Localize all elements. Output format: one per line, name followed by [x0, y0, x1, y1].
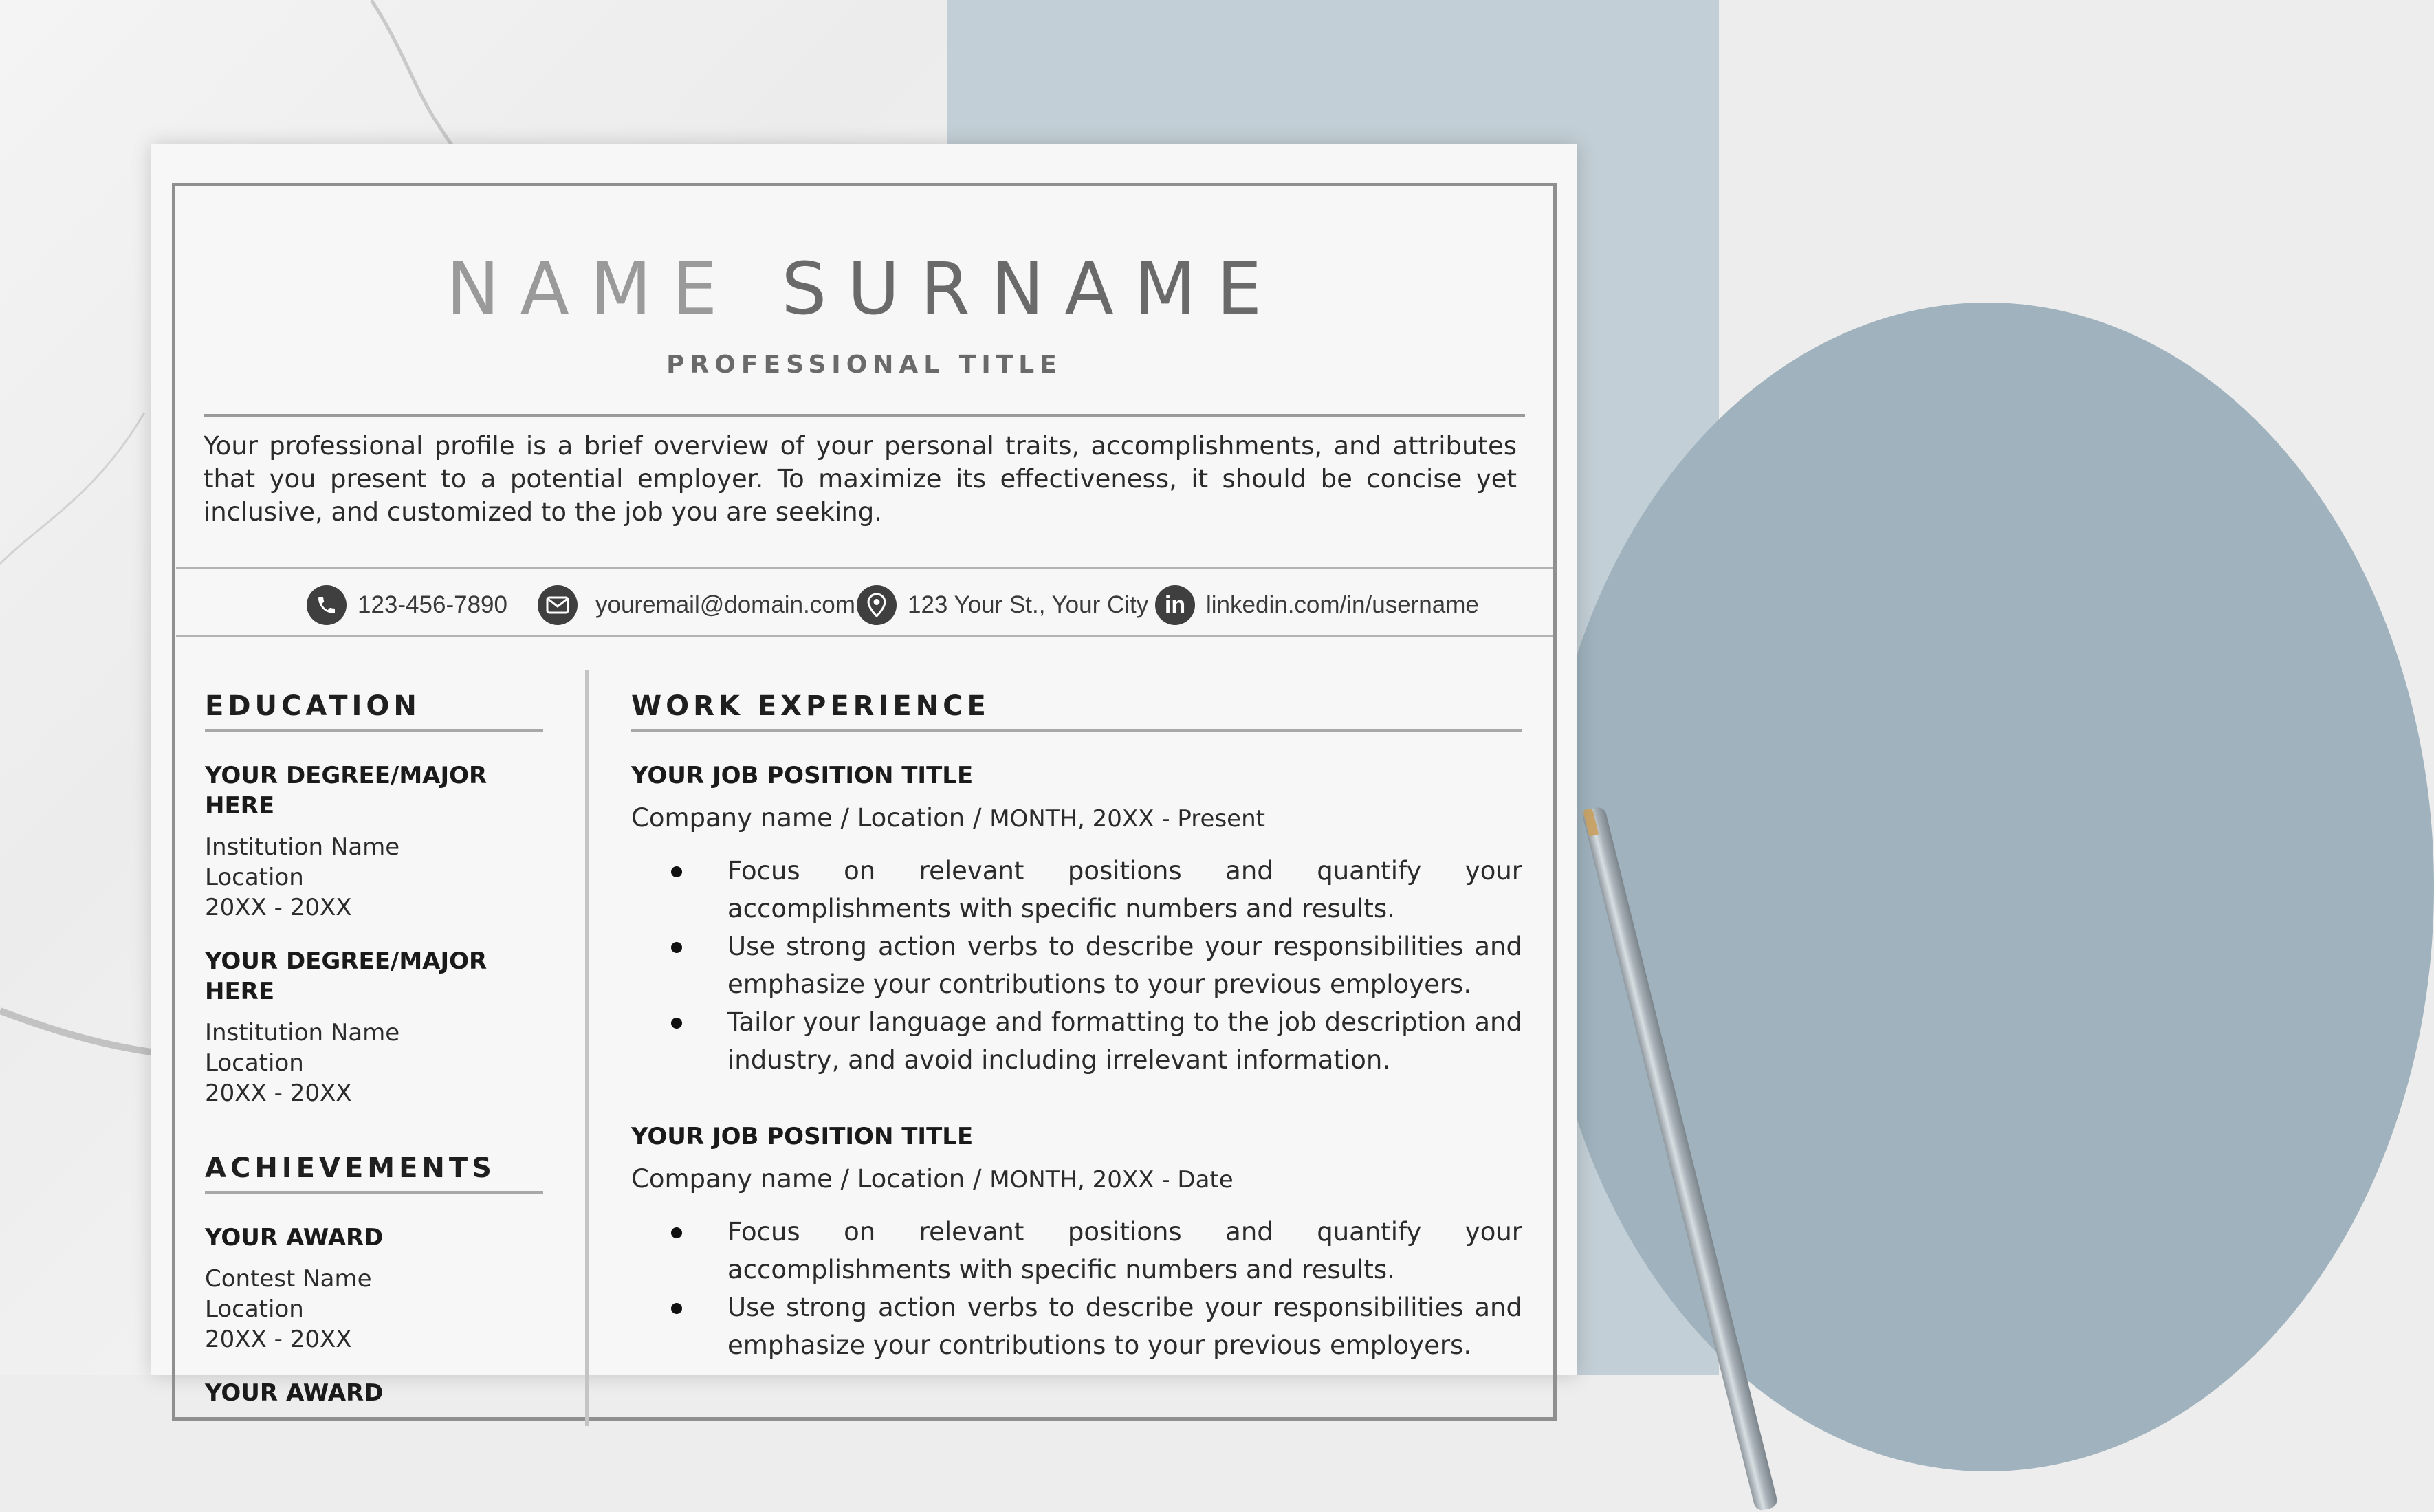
job-position-title: YOUR JOB POSITION TITLE — [631, 762, 974, 789]
job-meta — [631, 1163, 1522, 1196]
linkedin-text: linkedin.com/in/username — [1206, 591, 1479, 618]
bullet-item: Focus on relevant positions and quantify your accomplishments with specific numbers and results. — [727, 852, 1522, 928]
institution-location: Location — [205, 864, 304, 891]
contest-name: Contest Name — [205, 1265, 372, 1293]
job-meta — [631, 802, 1522, 835]
job-bullets — [631, 1213, 1522, 1364]
award-title: YOUR AWARD — [205, 1379, 384, 1407]
job-dates: MONTH, 20XX - Date — [989, 1166, 1234, 1194]
job-entry — [631, 760, 1522, 1079]
first-name: NAME — [446, 247, 738, 331]
contact-linkedin — [1155, 585, 1479, 625]
bullet-item: Tailor your language and formatting to the job description and industry, and avoid including irrelevant information. — [727, 1003, 1522, 1079]
resume-name — [151, 248, 1577, 330]
accent-circle — [1540, 303, 2434, 1471]
resume-paper — [151, 144, 1577, 1407]
right-column-content — [631, 690, 1522, 1364]
last-name: SURNAME — [781, 247, 1283, 331]
job-position-title: YOUR JOB POSITION TITLE — [631, 1123, 974, 1150]
contest-location: Location — [205, 1295, 304, 1323]
contact-address — [857, 585, 1148, 625]
degree-title: YOUR DEGREE/MAJOR HERE — [205, 947, 487, 1005]
right-column — [591, 670, 1536, 1426]
contact-email — [538, 585, 855, 625]
bullet-item: Use strong action verbs to describe your responsibilities and emphasize your contributions to your previous employers. — [727, 1289, 1522, 1364]
bullet-item: Use strong action verbs to describe your responsibilities and emphasize your contributions to your previous employers. — [727, 928, 1522, 1003]
left-column — [191, 670, 589, 1426]
company-location: Company name / Location / — [631, 1164, 982, 1194]
location-pin-icon — [857, 585, 897, 625]
institution-name: Institution Name — [205, 833, 400, 861]
work-experience-heading: WORK EXPERIENCE — [631, 690, 1522, 732]
job-entry — [631, 1121, 1522, 1364]
professional-title: PROFESSIONAL TITLE — [666, 351, 1062, 379]
award-title: YOUR AWARD — [205, 1224, 384, 1251]
title-divider — [204, 414, 1525, 417]
award-years: 20XX - 20XX — [205, 1326, 352, 1353]
left-column-content — [205, 690, 543, 1408]
phone-icon — [307, 585, 347, 625]
address-text: 123 Your St., Your City — [908, 591, 1149, 618]
job-bullets — [631, 852, 1522, 1079]
education-years: 20XX - 20XX — [205, 894, 352, 921]
job-dates: MONTH, 20XX - Present — [989, 805, 1265, 833]
contact-bar — [176, 567, 1553, 637]
profile-summary: Your professional profile is a brief overview of your personal traits, accomplishments, and attributes that you present to a potential employer. To maximize its effectiveness, it should be concise yet inclusive, and customized to the job you are seeking. — [204, 431, 1517, 527]
institution-name: Institution Name — [205, 1019, 400, 1047]
degree-title: YOUR DEGREE/MAJOR HERE — [205, 762, 487, 820]
bullet-item: Focus on relevant positions and quantify your accomplishments with specific numbers and results. — [727, 1213, 1522, 1289]
company-location: Company name / Location / — [631, 803, 982, 833]
linkedin-icon: in — [1155, 585, 1195, 625]
education-years: 20XX - 20XX — [205, 1080, 352, 1107]
email-text: youremail@domain.com — [595, 591, 855, 618]
contact-phone — [307, 585, 507, 625]
achievements-heading: ACHIEVEMENTS — [205, 1152, 543, 1194]
institution-location: Location — [205, 1049, 304, 1077]
email-icon — [538, 585, 578, 625]
education-heading: EDUCATION — [205, 690, 543, 732]
phone-text: 123-456-7890 — [358, 591, 507, 618]
